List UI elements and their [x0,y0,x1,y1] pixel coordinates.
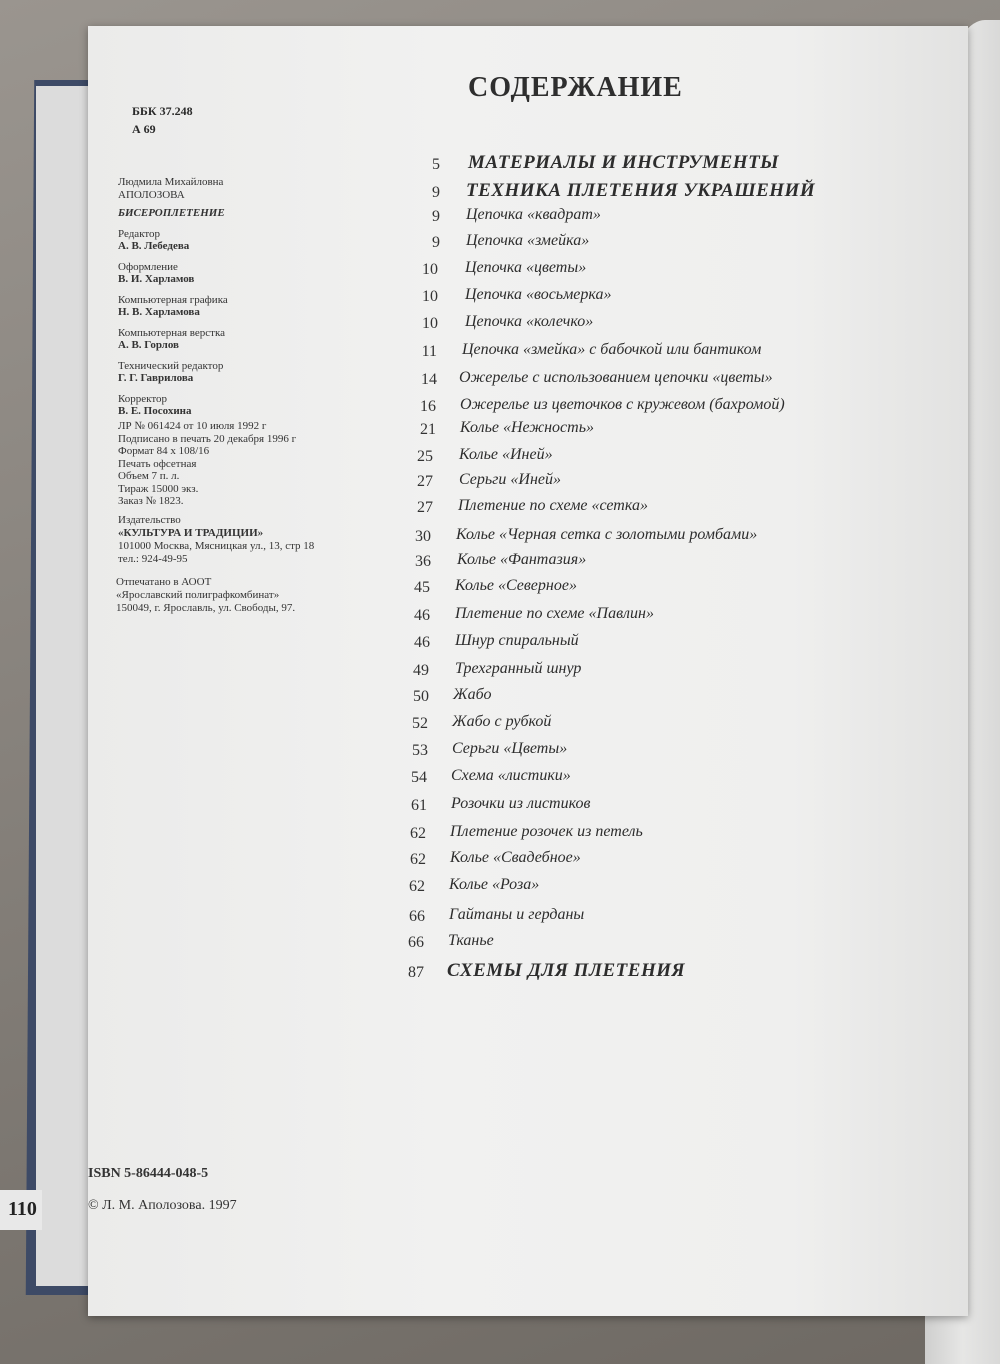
publisher-label: Издательство [118,514,181,526]
toc-page-number: 21 [420,421,436,438]
toc-page-number: 5 [432,156,440,173]
toc-page-number: 50 [413,688,429,705]
toc-page-number: 25 [417,448,433,465]
toc-entry-title: Плетение розочек из петель [450,823,643,840]
credit-role: Оформление [118,261,178,273]
toc-page-number: 9 [432,184,440,201]
toc-entry-title: Ожерелье из цветочков с кружевом (бахромой) [460,396,785,413]
toc-entry-title: Плетение по схеме «сетка» [458,497,648,514]
printer-line-3: 150049, г. Ярославль, ул. Свободы, 97. [116,602,296,614]
publication-line: Заказ № 1823. [118,495,184,507]
toc-entry-title: Шнур спиральный [455,632,579,649]
toc-entry-title: Серьги «Иней» [459,471,561,488]
toc-page-number: 30 [415,528,431,545]
toc-page-number: 16 [420,398,436,415]
toc-page-number: 66 [409,908,425,925]
toc-entry-title: Жабо [453,686,492,703]
toc-heading: СОДЕРЖАНИЕ [468,72,683,103]
toc-entry-title: Ожерелье с использованием цепочки «цветы» [459,369,773,386]
publisher-name: «КУЛЬТУРА И ТРАДИЦИИ» [118,527,264,539]
publication-line: Формат 84 х 108/16 [118,445,210,457]
toc-page-number: 46 [414,634,430,651]
toc-entry-title: Цепочка «восьмерка» [465,286,612,303]
toc-page-number: 52 [412,715,428,732]
author-mark: А 69 [132,122,156,136]
toc-entry-title: Цепочка «цветы» [465,259,587,276]
toc-page-number: 45 [414,579,430,596]
toc-page-number: 9 [432,208,440,225]
toc-page-number: 87 [408,964,424,981]
toc-entry-title: Розочки из листиков [451,795,591,812]
toc-entry-title: Жабо с рубкой [452,713,552,730]
toc-entry-title: МАТЕРИАЛЫ И ИНСТРУМЕНТЫ [468,152,780,173]
printer-line-1: Отпечатано в АООТ [116,576,212,588]
bbk-code: ББК 37.248 [132,104,193,118]
toc-entry-title: Колье «Черная сетка с золотыми ромбами» [456,526,758,543]
toc-entry-title: Гайтаны и герданы [449,906,585,923]
credit-role: Компьютерная верстка [118,327,226,339]
credit-name: А. В. Горлов [118,339,179,351]
toc-page-number: 49 [413,662,429,679]
toc-entry-title: Схема «листики» [451,767,571,784]
toc-entry-title: Плетение по схеме «Павлин» [455,605,654,622]
credit-role: Компьютерная графика [118,294,228,306]
toc-entry-title: Колье «Свадебное» [450,849,581,866]
toc-page-number: 10 [422,261,438,278]
toc-entry-title: Цепочка «колечко» [465,313,594,330]
toc-entry-title: Трехгранный шнур [455,660,582,677]
toc-page-number: 46 [414,607,430,624]
author-name: Людмила Михайловна [118,176,224,188]
toc-entry-title: Цепочка «квадрат» [466,206,601,223]
credit-name: В. И. Харламов [118,273,195,285]
publisher-phone: тел.: 924-49-95 [118,553,188,565]
credit-role: Технический редактор [118,360,224,372]
toc-entry-title: СХЕМЫ ДЛЯ ПЛЕТЕНИЯ [447,960,686,981]
credit-name: А. В. Лебедева [118,240,190,252]
toc-entry-title: Колье «Северное» [455,577,577,594]
toc-page-number: 54 [411,769,427,786]
toc-entry-title: Колье «Нежность» [460,419,594,436]
toc-entry-title: Колье «Роза» [449,876,540,893]
toc-page-number: 62 [410,851,426,868]
publisher-address: 101000 Москва, Мясницкая ул., 13, стр 18 [118,540,315,552]
publication-line: ЛР № 061424 от 10 июля 1992 г [118,420,267,432]
copyright: © Л. М. Аполозова. 1997 [88,1198,237,1213]
toc-page-number: 11 [421,343,437,360]
toc-entry-title: ТЕХНИКА ПЛЕТЕНИЯ УКРАШЕНИЙ [466,180,816,201]
toc-entry-title: Колье «Иней» [459,446,553,463]
toc-entry-title: Цепочка «змейка» с бабочкой или бантиком [462,341,762,358]
toc-page-number: 27 [417,499,433,516]
toc-entry-title: Цепочка «змейка» [466,232,590,249]
publication-line: Подписано в печать 20 декабря 1996 г [118,432,297,445]
publication-line: Печать офсетная [118,457,197,470]
toc-page-number: 14 [421,371,437,388]
publication-line: Тираж 15000 экз. [118,482,199,495]
toc-page-number: 61 [411,797,427,814]
toc-page-number: 53 [412,742,428,759]
author-surname: АПОЛОЗОВА [118,189,185,201]
isbn: ISBN 5-86444-048-5 [88,1166,209,1181]
toc-page-number: 36 [415,553,431,570]
toc-entry-title: Серьги «Цветы» [452,740,568,757]
credit-role: Корректор [118,393,168,405]
toc-page-number: 9 [432,234,440,251]
toc-entry-title: Колье «Фантазия» [457,551,587,568]
book-title: БИСЕРОПЛЕТЕНИЕ [118,207,225,219]
credit-name: Н. В. Харламова [118,306,200,318]
publication-line: Объем 7 п. л. [118,470,180,482]
toc-entry-title: Тканье [448,932,494,949]
toc-page-number: 10 [422,288,438,305]
page-number: 110 [8,1198,37,1220]
toc-page-number: 66 [408,934,424,951]
credit-name: В. Е. Посохина [118,405,192,417]
credit-role: Редактор [118,228,161,240]
toc-page-number: 27 [417,473,433,490]
toc-page-number: 10 [422,315,438,332]
credit-name: Г. Г. Гаврилова [118,372,194,384]
toc-page-number: 62 [409,878,425,895]
printer-line-2: «Ярославский полиграфкомбинат» [116,589,280,601]
toc-page-number: 62 [410,825,426,842]
